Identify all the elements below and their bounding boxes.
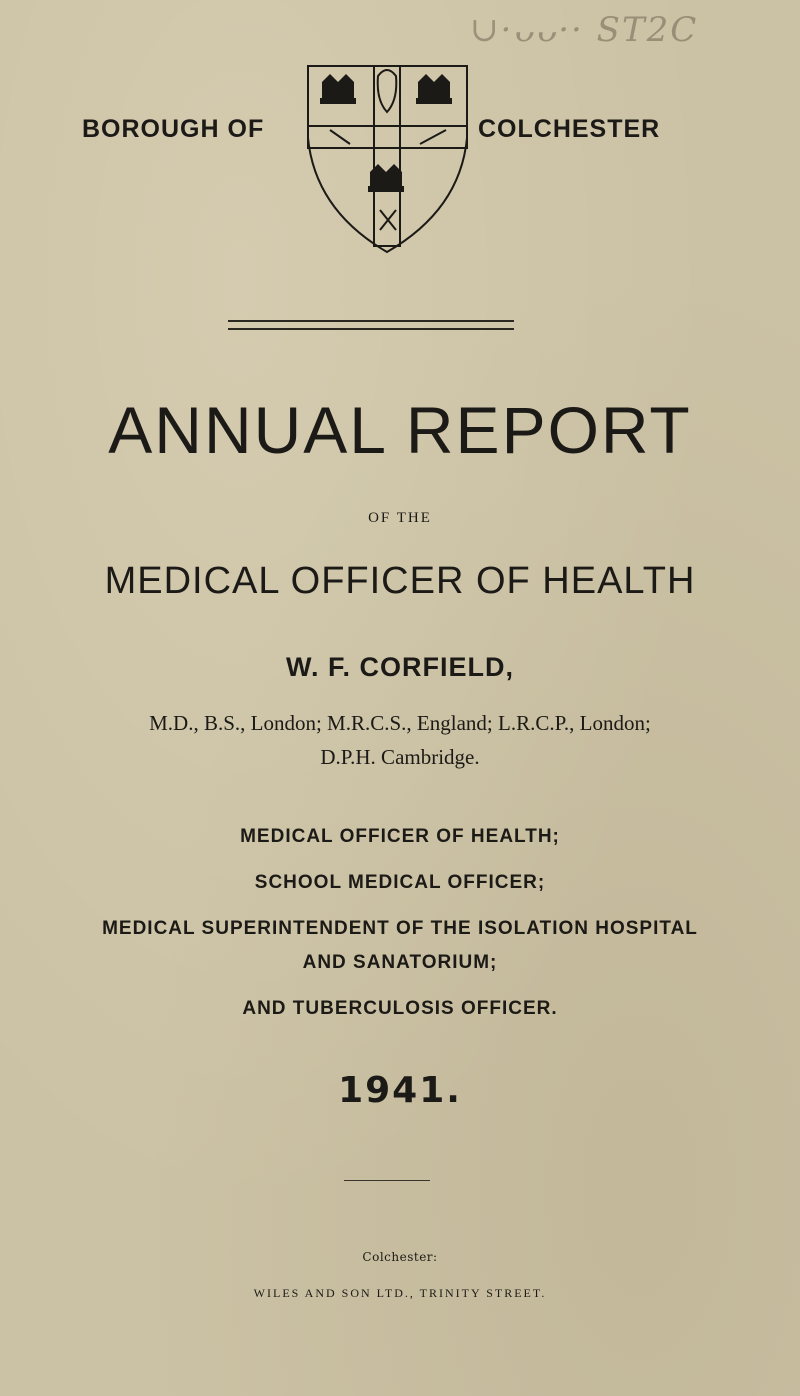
header-left-text: BOROUGH OF: [82, 115, 265, 143]
author-name: W. F. CORFIELD,: [286, 652, 514, 682]
borough-crest-icon: [300, 60, 475, 260]
header: [0, 60, 800, 260]
qualifications-line-2: D.P.H. Cambridge.: [320, 745, 480, 769]
role-line-3: MEDICAL SUPERINTENDENT OF THE ISOLATION HOSPITAL: [102, 918, 698, 939]
header-right-text: COLCHESTER: [478, 115, 661, 143]
role-line-1: MEDICAL OFFICER OF HEALTH;: [240, 826, 560, 847]
report-subtitle: MEDICAL OFFICER OF HEALTH: [104, 560, 696, 602]
role-line-2: SCHOOL MEDICAL OFFICER;: [254, 872, 546, 893]
printer-name: WILES AND SON LTD., TRINITY STREET.: [253, 1286, 547, 1300]
role-line-5: AND TUBERCULOSIS OFFICER.: [242, 998, 558, 1019]
role-line-4: AND SANATORIUM;: [302, 952, 498, 973]
double-rule-divider: [228, 320, 514, 330]
report-year: 1941.: [338, 1070, 462, 1111]
author-roles: [0, 820, 800, 1026]
handwritten-annotation: [0, 0, 800, 60]
author-qualifications: [0, 706, 800, 774]
of-the-text: OF THE: [368, 510, 432, 526]
single-rule-divider: [344, 1180, 430, 1181]
annotation-text: ∪·ᴗᴗ·· ST2C: [470, 10, 699, 50]
report-title: ANNUAL REPORT: [108, 393, 692, 467]
qualifications-line-1: M.D., B.S., London; M.R.C.S., England; L.R.C.P., London;: [149, 711, 651, 735]
printer-place: Colchester:: [362, 1250, 438, 1264]
